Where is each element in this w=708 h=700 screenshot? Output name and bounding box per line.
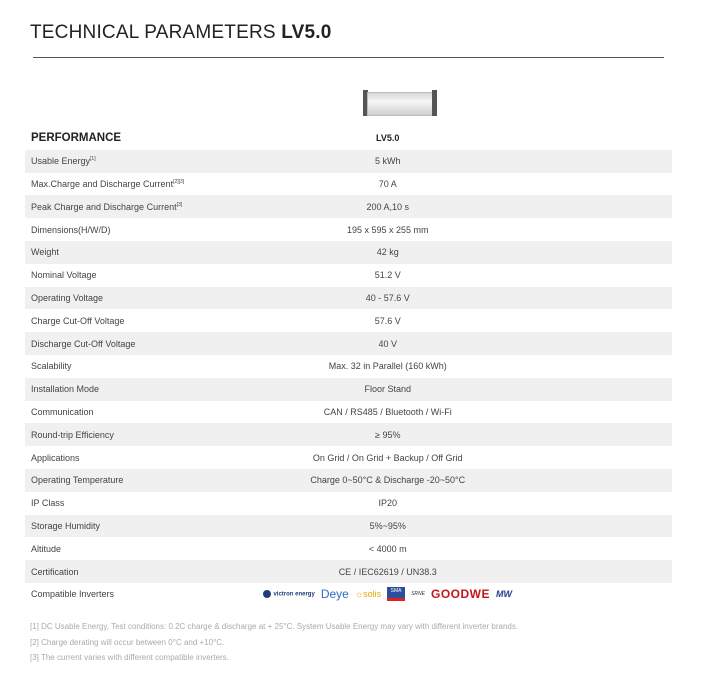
solis-logo: ☼solis [354,589,382,600]
srne-logo: SRNE [411,591,425,598]
footnote-3: [3] The current varies with different compatible inverters. [30,653,229,662]
spec-label: Scalability [25,355,263,378]
spec-row [25,469,672,492]
spec-row [25,537,672,560]
spec-row [25,241,672,264]
deye-logo: Deye [320,587,349,602]
page-title [30,22,332,44]
spec-label: Weight [25,241,263,264]
footnote-ref: [2][3] [173,178,185,185]
spec-value: 57.6 V [263,309,672,332]
spec-row [25,401,672,424]
spec-label: Peak Charge and Discharge Current[3] [25,195,263,218]
spec-label: IP Class [25,492,263,515]
mw-logo: MW [496,589,512,600]
spec-value: On Grid / On Grid + Backup / Off Grid [263,446,672,469]
spec-label: Operating Voltage [25,287,263,310]
spec-value: 40 V [263,332,672,355]
spec-value: 40 - 57.6 V [263,287,672,310]
spec-row [25,423,672,446]
spec-value: 70 A [263,173,672,196]
footnote-ref: [3] [176,201,183,208]
footnote-ref: [1] [90,156,96,163]
spec-value: 195 x 595 x 255 mm [263,218,672,241]
sma-logo: SMA [387,587,405,601]
spec-row-inverters [25,583,672,606]
goodwe-logo: GOODWE [431,587,490,602]
spec-label: Round-trip Efficiency [25,423,263,446]
spec-table-header [25,127,672,150]
spec-value: 200 A,10 s [263,195,672,218]
spec-value: 42 kg [263,241,672,264]
spec-row [25,355,672,378]
spec-row [25,332,672,355]
spec-label: Operating Temperature [25,469,263,492]
model-heading: LV5.0 [263,127,672,150]
victron-logo: victron energy [263,590,314,598]
spec-label: Communication [25,401,263,424]
spec-row [25,378,672,401]
spec-row [25,218,672,241]
spec-value: 5%~95% [263,515,672,538]
spec-label: Storage Humidity [25,515,263,538]
spec-row [25,515,672,538]
spec-value: 51.2 V [263,264,672,287]
spec-row [25,492,672,515]
spec-label: Usable Energy[1] [25,150,263,173]
spec-value: Charge 0~50°C & Discharge -20~50°C [263,469,672,492]
spec-label: Compatible Inverters [25,583,263,606]
spec-label: Altitude [25,537,263,560]
spec-row [25,195,672,218]
spec-value: 5 kWh [263,150,672,173]
spec-row [25,446,672,469]
footnote-2: [2] Charge derating will occur between 0°C and +10°C. [30,637,225,647]
spec-label: Max.Charge and Discharge Current[2][3] [25,173,263,196]
spec-value: CE / IEC62619 / UN38.3 [263,560,672,583]
spec-label: Installation Mode [25,378,263,401]
performance-heading: PERFORMANCE [25,127,263,150]
title-prefix: TECHNICAL PARAMETERS [30,22,276,43]
spec-label: Nominal Voltage [25,264,263,287]
spec-table [25,127,672,606]
inverter-logos [263,583,672,606]
title-model: LV5.0 [281,22,332,43]
spec-value: CAN / RS485 / Bluetooth / Wi-Fi [263,401,672,424]
spec-value: Floor Stand [263,378,672,401]
spec-row [25,150,672,173]
spec-row [25,264,672,287]
spec-label: Charge Cut-Off Voltage [25,309,263,332]
spec-value: Max. 32 in Parallel (160 kWh) [263,355,672,378]
spec-row [25,309,672,332]
spec-label: Discharge Cut-Off Voltage [25,332,263,355]
spec-label: Certification [25,560,263,583]
spec-value: IP20 [263,492,672,515]
title-divider [33,57,664,58]
spec-label: Dimensions(H/W/D) [25,218,263,241]
spec-row [25,173,672,196]
footnote-1: [1] DC Usable Energy, Test conditions: 0.2C charge & discharge at + 25°C. System Usable Energy may vary with different inverter brands. [30,622,519,631]
spec-row [25,560,672,583]
battery-product-image [363,90,437,116]
spec-value: ≥ 95% [263,423,672,446]
footnotes [30,619,518,666]
spec-row [25,287,672,310]
spec-label: Applications [25,446,263,469]
spec-value: < 4000 m [263,537,672,560]
